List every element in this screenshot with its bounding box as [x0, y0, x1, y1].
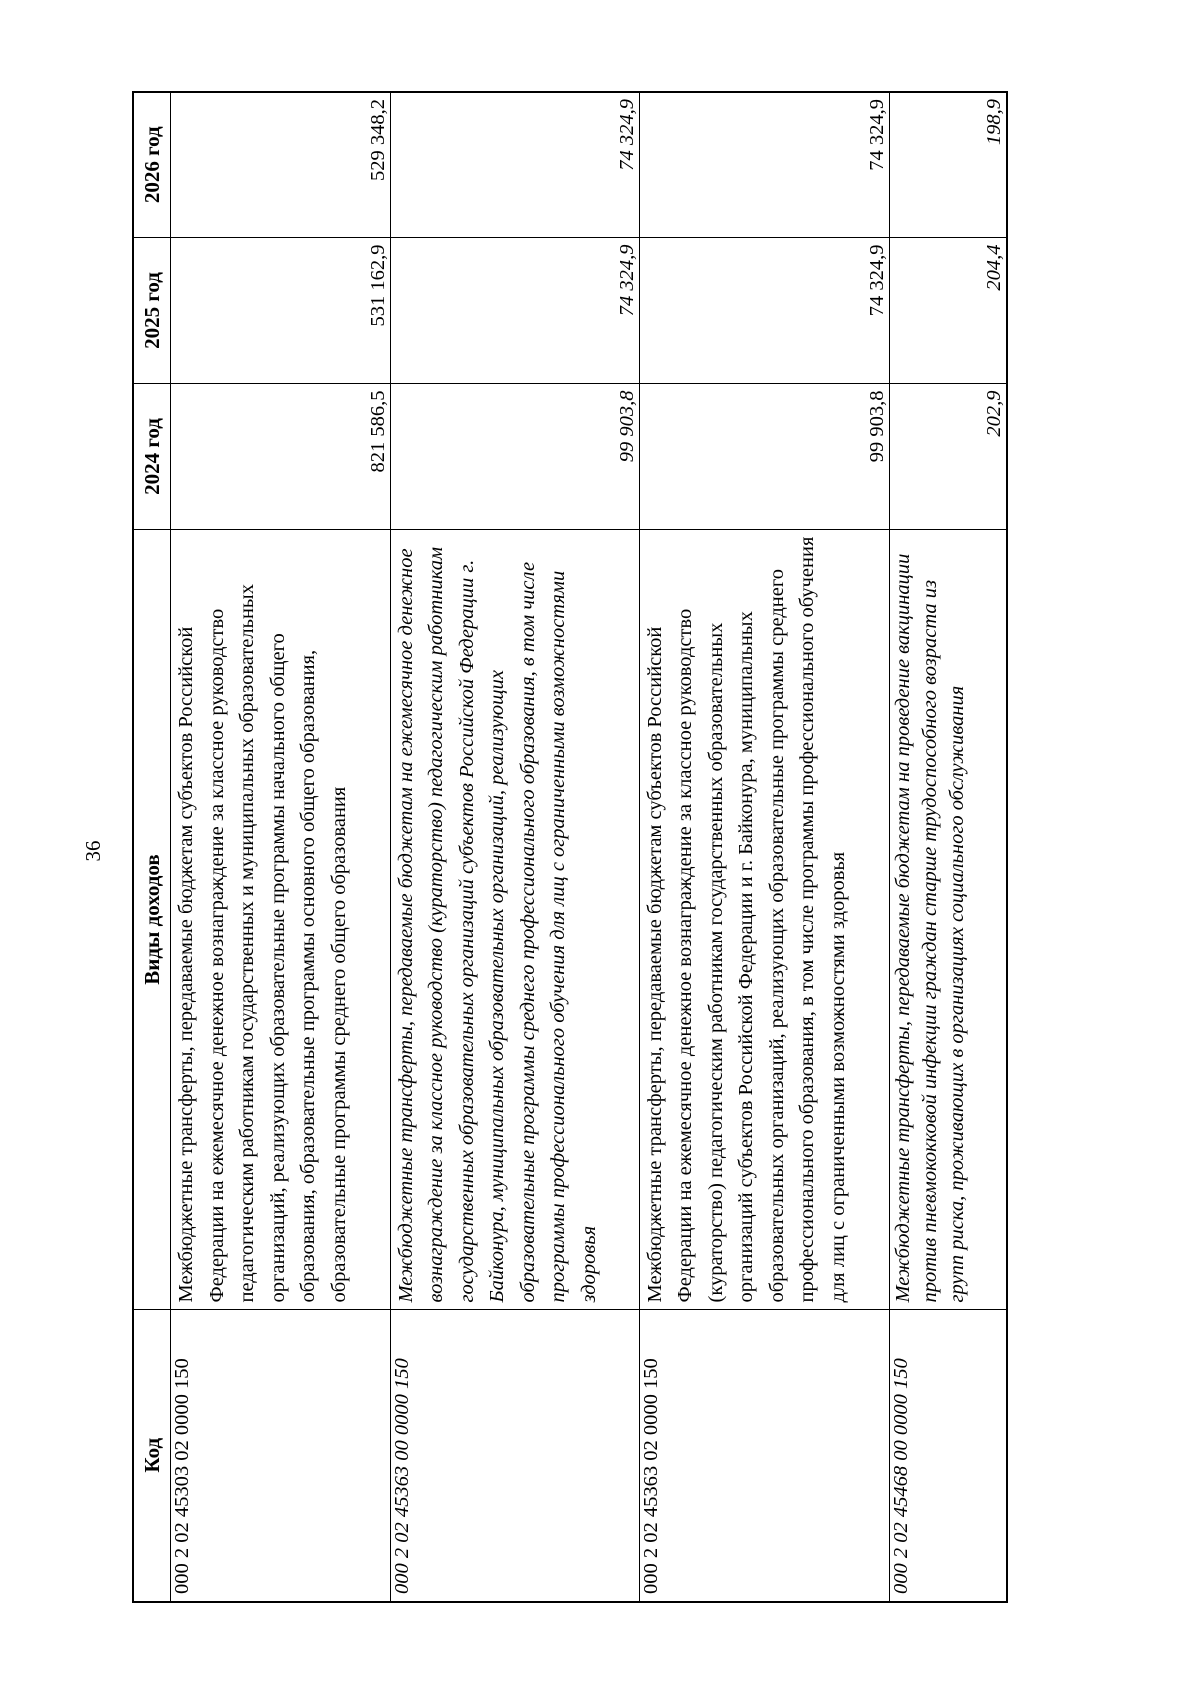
row-code: 000 2 02 45468 00 0000 150	[889, 1310, 1007, 1602]
row-code: 000 2 02 45363 00 0000 150	[390, 1310, 639, 1602]
header-2026: 2026 год	[133, 92, 171, 238]
row-code: 000 2 02 45303 02 0000 150	[171, 1310, 391, 1602]
row-description: Межбюджетные трансферты, передаваемые бюджетам на проведение вакцинации против пневмококковой инфекции граждан старше трудоспособного возраста из групп риска, проживающих в организациях социального обслуживания	[889, 530, 1007, 1310]
table-row	[889, 92, 1007, 1602]
page-number: 36	[81, 840, 105, 862]
row-value-2024: 99 903,8	[639, 384, 889, 530]
row-value-2026: 74 324,9	[639, 92, 889, 238]
row-value-2026: 529 348,2	[171, 92, 391, 238]
row-value-2024: 821 586,5	[171, 384, 391, 530]
header-2024: 2024 год	[133, 384, 171, 530]
revenue-table	[132, 91, 1008, 1603]
row-description: Межбюджетные трансферты, передаваемые бюджетам субъектов Российской Федерации на ежемесячное денежное вознаграждение за классное руководство (кураторство) педагогическим работникам государственных образовательных организаций субъектов Российской Федерации и г. Байконура, муниципальных образовательных организаций, реализующих образовательные программы среднего профессионального образования, в том числе программы профессионального обучения для лиц с ограниченными возможностями здоровья	[639, 530, 889, 1310]
row-code: 000 2 02 45363 02 0000 150	[639, 1310, 889, 1602]
row-value-2026: 198,9	[889, 92, 1007, 238]
row-value-2025: 531 162,9	[171, 238, 391, 384]
header-2025: 2025 год	[133, 238, 171, 384]
row-value-2025: 74 324,9	[390, 238, 639, 384]
rotated-table-container	[132, 91, 1008, 1603]
table-row	[171, 92, 391, 1602]
table-row	[390, 92, 639, 1602]
row-value-2025: 204,4	[889, 238, 1007, 384]
row-value-2025: 74 324,9	[639, 238, 889, 384]
row-value-2026: 74 324,9	[390, 92, 639, 238]
table-header-row	[133, 92, 171, 1602]
row-description: Межбюджетные трансферты, передаваемые бюджетам субъектов Российской Федерации на ежемесячное денежное вознаграждение за классное руководство педагогическим работникам государственных и муниципальных образовательных организаций, реализующих образовательные программы начального общего образования, образовательные программы основного общего образования, образовательные программы среднего общего образования	[171, 530, 391, 1310]
row-value-2024: 99 903,8	[390, 384, 639, 530]
header-revenue-type: Виды доходов	[133, 530, 171, 1310]
row-value-2024: 202,9	[889, 384, 1007, 530]
table-row	[639, 92, 889, 1602]
header-code: Код	[133, 1310, 171, 1602]
row-description: Межбюджетные трансферты, передаваемые бюджетам на ежемесячное денежное вознаграждение за классное руководство (кураторство) педагогическим работникам государственных образовательных организаций субъектов Российской Федерации г. Байконура, муниципальных образовательных организаций, реализующих образовательные программы среднего профессионального образования, в том числе программы профессионального обучения для лиц с ограниченными возможностями здоровья	[390, 530, 639, 1310]
